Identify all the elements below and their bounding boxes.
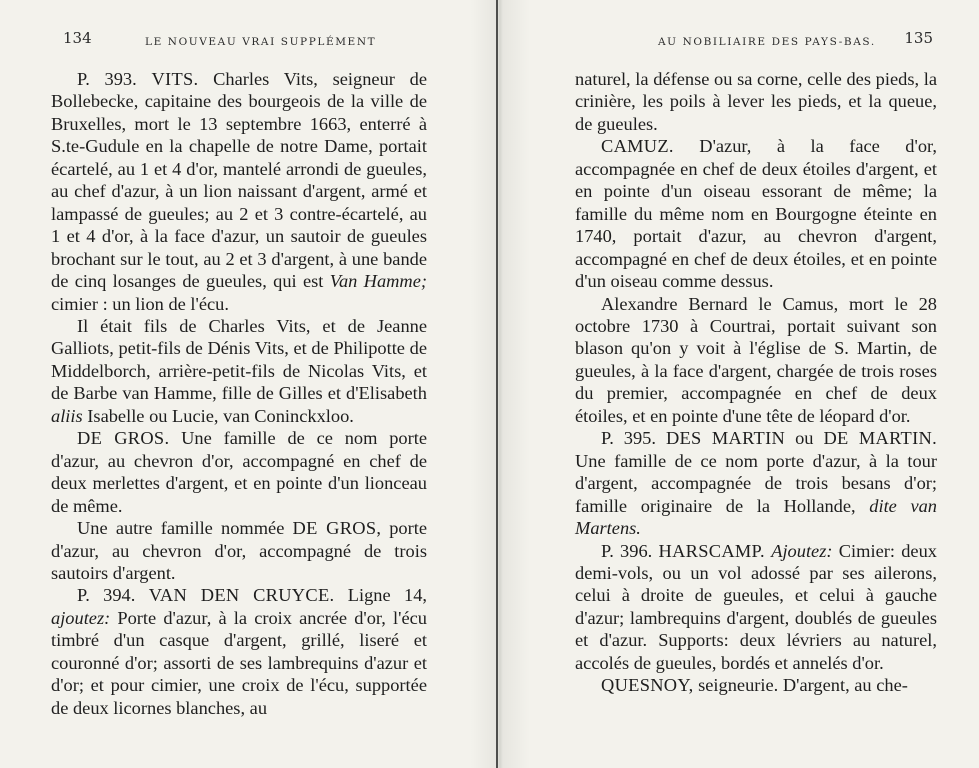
paragraph — [51, 517, 427, 584]
text-run: cimier : un lion de l'écu. — [51, 293, 229, 314]
italic-text: aliis — [51, 405, 83, 426]
entry-heading: DES MARTIN — [665, 428, 786, 449]
text-run: Porte d'azur, à la croix ancrée d'or, l'écu timbré d'un casque d'argent, grillé, liseré et couronné d'or; assorti de ses lambrequins d'azur et d'or; et pour cimier, une croix de l'écu, supportée de deux licornes blanches, au — [51, 607, 427, 718]
paragraph — [51, 584, 427, 719]
paragraph — [51, 427, 427, 517]
text-run: Il était fils de Charles Vits, et de Jeanne Galliots, petit-fils de Dénis Vits, et de Philipotte de Middelborch, arrière-petit-fils de Nicolas Vits, et de Barbe van Hamme, fille de Gilles et d'Elisabeth — [51, 315, 427, 404]
text-run: naturel, la défense ou sa corne, celle des pieds, la crinière, les poils à lever les pieds, et la queue, de gueules. — [575, 69, 937, 134]
entry-heading: CAMUZ. — [601, 136, 674, 157]
text-run: Une famille de ce nom porte d'azur, au chevron d'or, accompagné en chef de deux merlettes d'argent, et en pointe d'un lionceau de même. — [51, 428, 427, 516]
paragraph — [51, 315, 427, 427]
text-run: Alexandre Bernard le Camus, mort le 28 octobre 1730 à Courtrai, portait suivant son blason qu'on y voit à l'église de S. Martin, de gueules, à la face d'argent, chargée de trois roses du premier, accompagnée en chef de deux étoiles, et en pointe d'une tête de léopard d'or. — [575, 293, 937, 426]
paragraph — [575, 427, 937, 539]
right-page — [500, 0, 979, 768]
text-run: Charles Vits, seigneur de Bollebecke, capitaine des bourgeois de la ville de Bruxelles, mort le 13 septembre 1663, enterré à S.te-Gudule en la chapelle de notre Dame, portait écartelé, au 1 et 4 d'or, mantelé arrondi de gueules, au chef d'azur, à un lion naissant d'argent, armé et lampassé de gueules; au 2 et 3 contre-écartelé, au 1 et 4 d'or, à la face d'azur, un sautoir de gueules brochant sur le tout, au 2 et 3 d'argent, à une bande de cinq losanges de gueules, qui est — [51, 69, 427, 292]
italic-text: Van Hamme; — [329, 271, 427, 292]
right-page-number: 135 — [904, 29, 933, 47]
text-run: D'azur, à la face d'or, accompagnée en chef de deux étoiles d'argent, et en pointe d'un oiseau essorant de même; la famille du même nom en Bourgogne éteinte en 1740, portait d'azur, au chevron d'argent, accompagné en chef de deux étoiles, et en pointe d'un oiseau comme dessus. — [575, 136, 937, 292]
paragraph — [575, 293, 937, 428]
entry-heading: VITS. — [151, 69, 199, 89]
text-run: Ligne 14, — [334, 585, 427, 606]
text-run: seigneurie. D'argent, au che- — [693, 675, 908, 696]
text-run: , porte d'azur, au chevron d'or, accompagné de trois sautoirs d'argent. — [51, 518, 427, 583]
paragraph — [575, 540, 937, 675]
text-run: Isabelle ou Lucie, van Coninckxloo. — [82, 405, 354, 426]
text-run: ou — [785, 428, 824, 449]
italic-text: Ajoutez: — [771, 540, 833, 561]
entry-heading: HARSCAMP. — [658, 540, 765, 561]
text-run: P. 395. — [601, 428, 666, 449]
text-run: P. 396. — [601, 540, 659, 561]
text-run: Une autre famille nommée — [77, 518, 293, 539]
italic-text: dite van Martens. — [575, 495, 938, 539]
paragraph — [575, 135, 937, 292]
left-page-body — [51, 68, 427, 719]
right-page-body — [575, 68, 937, 697]
right-page-header — [500, 29, 979, 52]
left-page-header — [0, 29, 494, 52]
paragraph — [575, 68, 937, 135]
text-run: P. 393. — [77, 69, 152, 89]
paragraph — [575, 674, 937, 696]
entry-heading: DE GROS — [292, 518, 377, 539]
entry-heading: QUESNOY, — [601, 675, 694, 696]
italic-text: ajoutez: — [51, 607, 111, 628]
text-run: Une famille de ce nom porte d'azur, à la tour d'argent, accompagnée de trois besans d'or; famille originaire de la Hollande, — [575, 450, 937, 516]
text-run: P. 394. — [77, 585, 149, 606]
paragraph — [51, 68, 427, 315]
text-run: Cimier: deux demi-vols, ou un vol adossé par ses ailerons, celui à droite de gueules, et celui à gauche d'azur; lambrequins d'argent, doublés de gueules et d'azur. Supports: deux lévriers au naturel, accolés de gueules, bordés et annelés d'or. — [575, 540, 937, 673]
left-page-number: 134 — [63, 29, 92, 47]
entry-heading: DE MARTIN. — [823, 428, 937, 449]
book-gutter — [496, 0, 498, 768]
left-running-head: LE NOUVEAU VRAI SUPPLÉMENT — [145, 36, 377, 48]
right-running-head: AU NOBILIAIRE DES PAYS-BAS. — [658, 36, 876, 48]
entry-heading: VAN DEN CRUYCE. — [148, 585, 335, 606]
entry-heading: DE GROS. — [77, 428, 170, 449]
